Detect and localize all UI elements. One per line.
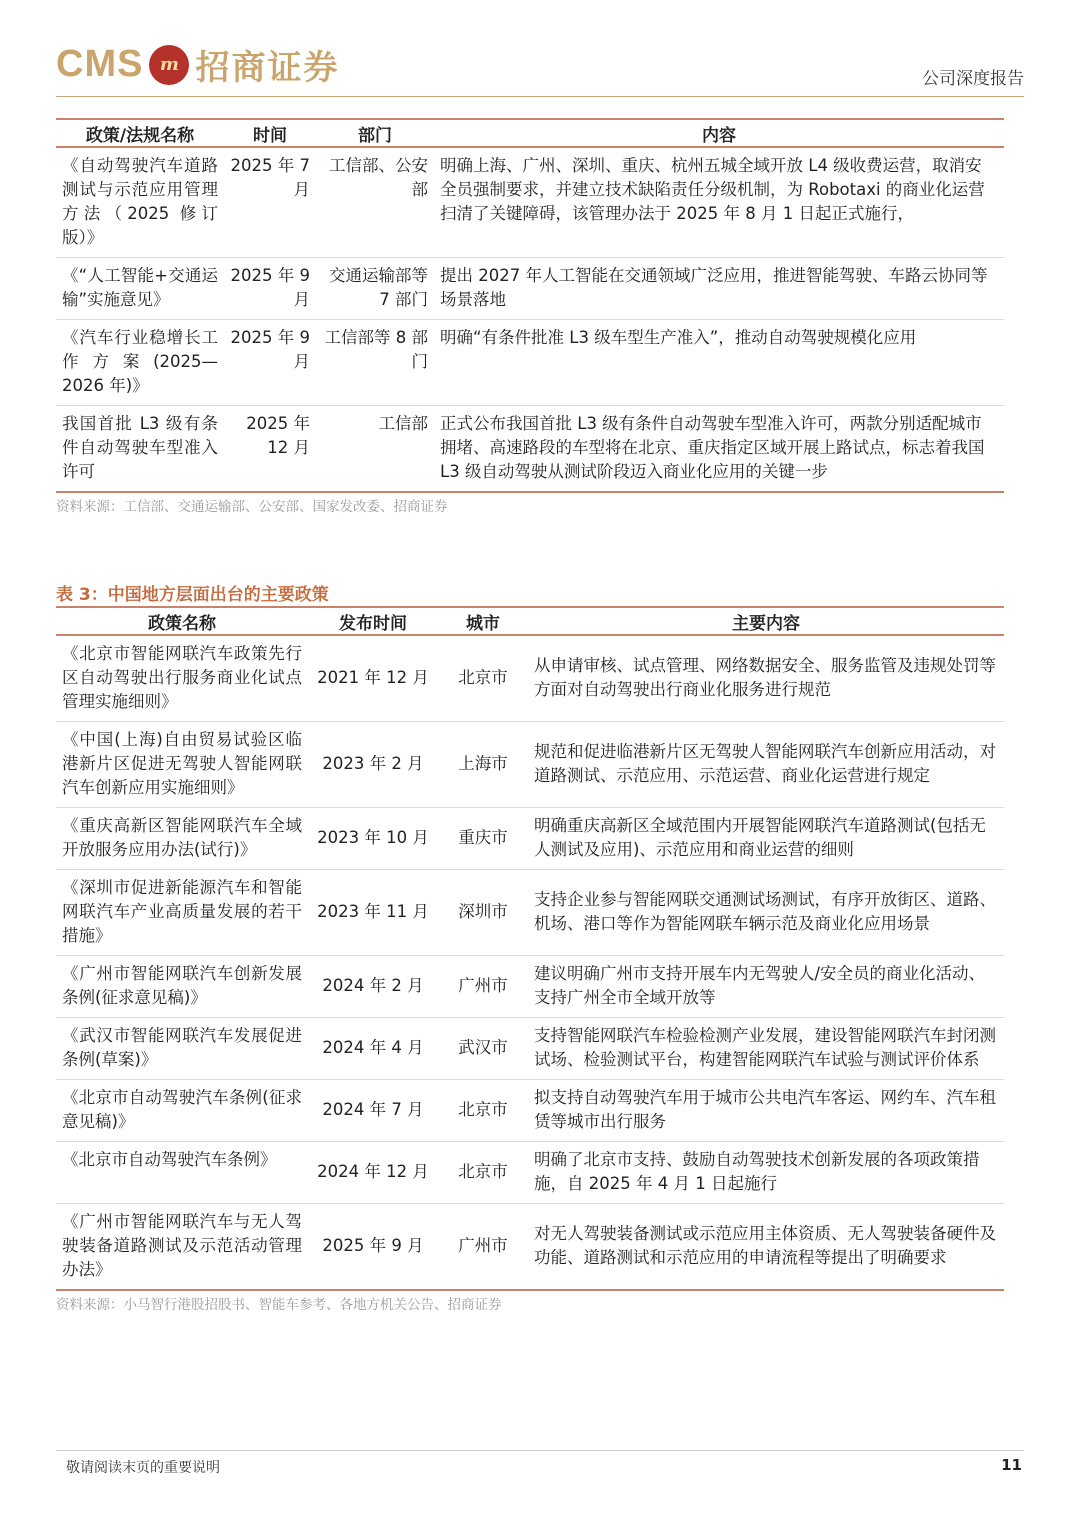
footer-divider xyxy=(56,1450,1024,1451)
content-cell: 拟支持自动驾驶汽车用于城市公共电汽车客运、网约车、汽车租赁等城市出行服务 xyxy=(528,1080,1004,1142)
city-cell: 北京市 xyxy=(438,1142,528,1204)
table-row xyxy=(56,258,1004,320)
policy-name-cell: 《北京市自动驾驶汽车条例》 xyxy=(56,1142,308,1204)
department-cell: 工信部等 8 部门 xyxy=(316,320,434,406)
content-cell: 提出 2027 年人工智能在交通领域广泛应用，推进智能驾驶、车路云协同等场景落地 xyxy=(434,258,1004,320)
content-cell: 对无人驾驶装备测试或示范应用主体资质、无人驾驶装备硬件及功能、道路测试和示范应用的申请流程等提出了明确要求 xyxy=(528,1204,1004,1291)
department-cell: 交通运输部等 7 部门 xyxy=(316,258,434,320)
publish-time-cell: 2023 年 2 月 xyxy=(308,722,438,808)
publish-time-cell: 2024 年 12 月 xyxy=(308,1142,438,1204)
content-cell: 从申请审核、试点管理、网络数据安全、服务监管及违规处罚等方面对自动驾驶出行商业化服务进行规范 xyxy=(528,635,1004,722)
table-header-row xyxy=(56,607,1004,635)
policy-name-cell: 《广州市智能网联汽车与无人驾驶装备道路测试及示范活动管理办法》 xyxy=(56,1204,308,1291)
policy-name-cell: 《重庆高新区智能网联汽车全域开放服务应用办法(试行)》 xyxy=(56,808,308,870)
table-row xyxy=(56,406,1004,493)
city-cell: 上海市 xyxy=(438,722,528,808)
content-cell: 明确“有条件批准 L3 级车型生产准入”，推动自动驾驶规模化应用 xyxy=(434,320,1004,406)
column-header: 部门 xyxy=(316,119,434,147)
policy-name-cell: 《武汉市智能网联汽车发展促进条例(草案)》 xyxy=(56,1018,308,1080)
policy-name-cell: 《自动驾驶汽车道路测试与示范应用管理方法（2025 修订版）》 xyxy=(56,147,224,258)
city-cell: 北京市 xyxy=(438,635,528,722)
content-cell: 规范和促进临港新片区无驾驶人智能网联汽车创新应用活动，对道路测试、示范应用、示范运营、商业化运营进行规定 xyxy=(528,722,1004,808)
page-number: 11 xyxy=(1001,1456,1022,1474)
city-cell: 重庆市 xyxy=(438,808,528,870)
page-header xyxy=(56,36,1024,92)
table-row xyxy=(56,147,1004,258)
policy-name-cell: 《汽车行业稳增长工作方案(2025—2026 年)》 xyxy=(56,320,224,406)
content-cell: 明确了北京市支持、鼓励自动驾驶技术创新发展的各项政策措施，自 2025 年 4 月 1 日起施行 xyxy=(528,1142,1004,1204)
column-header: 城市 xyxy=(438,607,528,635)
company-logo xyxy=(56,40,339,89)
disclaimer-note: 敬请阅读末页的重要说明 xyxy=(66,1460,220,1476)
content-cell: 支持企业参与智能网联交通测试场测试，有序开放街区、道路、机场、港口等作为智能网联车辆示范及商业化应用场景 xyxy=(528,870,1004,956)
logo-mark-icon: m xyxy=(149,45,189,85)
table-row xyxy=(56,1204,1004,1291)
table-row xyxy=(56,722,1004,808)
column-header: 发布时间 xyxy=(308,607,438,635)
department-cell: 工信部 xyxy=(316,406,434,493)
column-header: 政策/法规名称 xyxy=(56,119,224,147)
policy-name-cell: 《“人工智能+交通运输”实施意见》 xyxy=(56,258,224,320)
time-cell: 2025 年 9 月 xyxy=(224,258,316,320)
table-row xyxy=(56,1142,1004,1204)
city-cell: 武汉市 xyxy=(438,1018,528,1080)
report-type: 公司深度报告 xyxy=(922,69,1024,89)
city-cell: 广州市 xyxy=(438,956,528,1018)
table-row xyxy=(56,1018,1004,1080)
table-row xyxy=(56,956,1004,1018)
city-cell: 广州市 xyxy=(438,1204,528,1291)
time-cell: 2025 年 12 月 xyxy=(224,406,316,493)
logo-cms-text: CMS xyxy=(56,43,144,85)
policy-name-cell: 《广州市智能网联汽车创新发展条例(征求意见稿)》 xyxy=(56,956,308,1018)
table1-source: 资料来源：工信部、交通运输部、公安部、国家发改委、招商证券 xyxy=(56,499,448,515)
content-cell: 建议明确广州市支持开展车内无驾驶人/安全员的商业化活动、支持广州全市全域开放等 xyxy=(528,956,1004,1018)
policy-name-cell: 《北京市智能网联汽车政策先行区自动驾驶出行服务商业化试点管理实施细则》 xyxy=(56,635,308,722)
city-cell: 北京市 xyxy=(438,1080,528,1142)
logo-chinese-text: 招商证券 xyxy=(195,48,340,88)
publish-time-cell: 2025 年 9 月 xyxy=(308,1204,438,1291)
column-header: 时间 xyxy=(224,119,316,147)
table-row xyxy=(56,870,1004,956)
publish-time-cell: 2024 年 4 月 xyxy=(308,1018,438,1080)
table3-title: 表 3：中国地方层面出台的主要政策 xyxy=(56,585,329,605)
national-policy-table xyxy=(56,118,1004,493)
content-cell: 明确重庆高新区全域范围内开展智能网联汽车道路测试(包括无人测试及应用)、示范应用和商业运营的细则 xyxy=(528,808,1004,870)
publish-time-cell: 2023 年 10 月 xyxy=(308,808,438,870)
table-row xyxy=(56,635,1004,722)
column-header: 政策名称 xyxy=(56,607,308,635)
table-header-row xyxy=(56,119,1004,147)
publish-time-cell: 2023 年 11 月 xyxy=(308,870,438,956)
table-row xyxy=(56,320,1004,406)
policy-name-cell: 《北京市自动驾驶汽车条例(征求意见稿)》 xyxy=(56,1080,308,1142)
table3-source: 资料来源：小马智行港股招股书、智能车参考、各地方机关公告、招商证券 xyxy=(56,1297,502,1313)
publish-time-cell: 2021 年 12 月 xyxy=(308,635,438,722)
table-row xyxy=(56,808,1004,870)
publish-time-cell: 2024 年 2 月 xyxy=(308,956,438,1018)
content-cell: 明确上海、广州、深圳、重庆、杭州五城全域开放 L4 级收费运营，取消安全员强制要求，并建立技术缺陷责任分级机制，为 Robotaxi 的商业化运营扫清了关键障碍，该管理办法于 2025 年 8 月 1 日起正式施行， xyxy=(434,147,1004,258)
time-cell: 2025 年 9 月 xyxy=(224,320,316,406)
header-divider xyxy=(56,96,1024,97)
time-cell: 2025 年 7 月 xyxy=(224,147,316,258)
column-header: 主要内容 xyxy=(528,607,1004,635)
policy-name-cell: 《深圳市促进新能源汽车和智能网联汽车产业高质量发展的若干措施》 xyxy=(56,870,308,956)
column-header: 内容 xyxy=(434,119,1004,147)
content-cell: 正式公布我国首批 L3 级有条件自动驾驶车型准入许可，两款分别适配城市拥堵、高速路段的车型将在北京、重庆指定区域开展上路试点，标志着我国 L3 级自动驾驶从测试阶段迈入商业化应用的关键一步 xyxy=(434,406,1004,493)
department-cell: 工信部、公安部 xyxy=(316,147,434,258)
policy-name-cell: 我国首批 L3 级有条件自动驾驶车型准入许可 xyxy=(56,406,224,493)
table-row xyxy=(56,1080,1004,1142)
city-cell: 深圳市 xyxy=(438,870,528,956)
content-cell: 支持智能网联汽车检验检测产业发展，建设智能网联汽车封闭测试场、检验测试平台，构建智能网联汽车试验与测试评价体系 xyxy=(528,1018,1004,1080)
policy-name-cell: 《中国(上海)自由贸易试验区临港新片区促进无驾驶人智能网联汽车创新应用实施细则》 xyxy=(56,722,308,808)
local-policy-table xyxy=(56,606,1004,1291)
publish-time-cell: 2024 年 7 月 xyxy=(308,1080,438,1142)
